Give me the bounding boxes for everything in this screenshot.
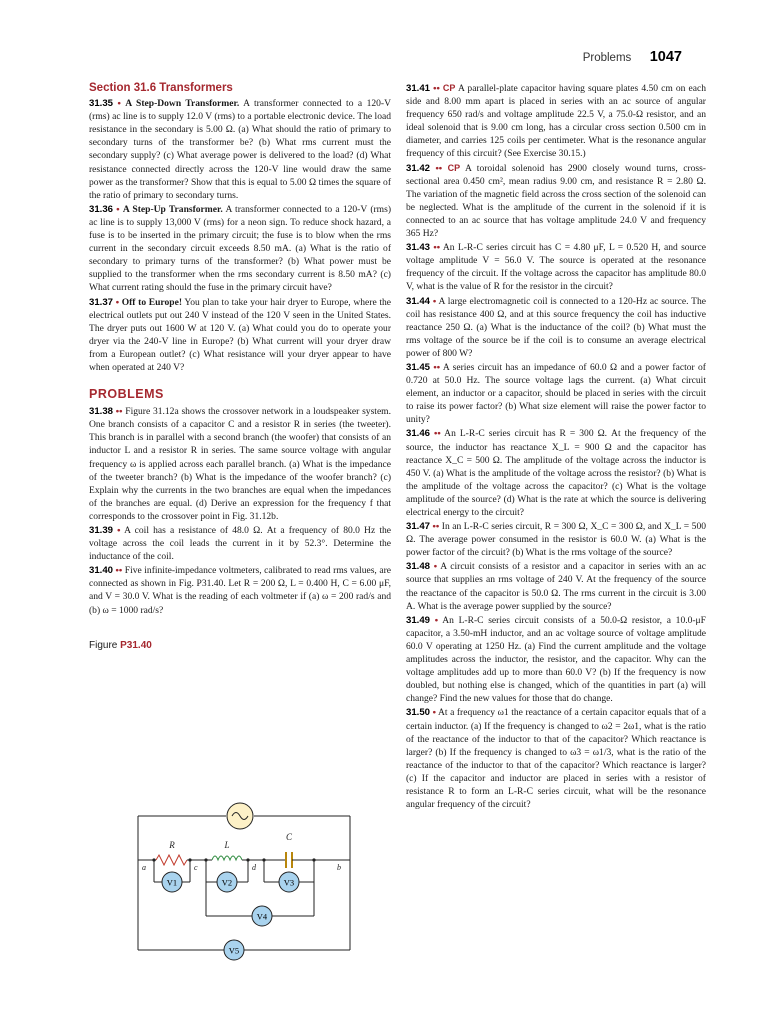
section-heading: Section 31.6 Transformers	[89, 82, 233, 94]
svg-text:V2: V2	[221, 877, 233, 888]
problem-31-47	[406, 520, 706, 559]
svg-text:V4: V4	[256, 911, 268, 922]
label-l: L	[224, 840, 230, 850]
problem-31-49	[406, 614, 706, 706]
label-c: C	[285, 832, 293, 842]
problem-list-general	[89, 405, 391, 617]
difficulty-dots: ••	[434, 428, 441, 440]
problem-text: You plan to take your hair dryer to Europe, where the electrical outlets put out 240 V instead of the 120 V seen in the United States. The dryer puts out 1600 W at 120 V. (a) What could you do to operate your dryer via the 240-V line in Europe? (b) What current will your dryer draw from a European outlet? (c) What resistance will your dryer appear to have when operated at 240 V?	[89, 296, 391, 373]
difficulty-dots: •	[432, 707, 436, 719]
svg-text:V5: V5	[228, 945, 240, 956]
problem-number: 31.40	[89, 565, 114, 577]
problem-text: An L-R-C series circuit consists of a 50.0-Ω resistor, a 10.0-μF capacitor, a 3.50-mH inductor, and an ac voltage source of voltage amplitude 60.0 V operating at 1250 Hz. (a) Find the current amplitude and the voltage amplitudes across the inductor, the resistor, and the capacitor. Why can the voltage amplitudes add up to more than 60.0 V? (b) If the frequency is now doubled, but nothing else is changed, which of the quantities in part (a) will change? Find the new values for those that do change.	[406, 614, 706, 705]
problem-text: An L-R-C series circuit has R = 300 Ω. At the frequency of the source, the inductor has reactance X_L = 900 Ω and the capacitor has reactance X_C = 500 Ω. The amplitude of the voltage across the inductor is 450 V. (a) What is the amplitude of the voltage across the resistor? (b) What is the amplitude of the voltage across the capacitor? (c) What is the voltage amplitude of the source? (d) What is the rate at which the source is delivering electrical energy to the circuit?	[406, 428, 706, 518]
difficulty-dots: •	[434, 614, 439, 626]
label-a: a	[142, 863, 146, 872]
difficulty-dots: ••	[433, 361, 441, 373]
right-column	[406, 82, 706, 812]
voltmeter-v5	[224, 940, 244, 960]
problem-list-transformers	[89, 97, 391, 374]
problem-text: A toroidal solenoid has 2900 closely wound turns, cross-sectional area 0.450 cm², mean radius 9.00 cm, and resistance R = 2.80 Ω. The variation of the magnetic field across the cross section of the solenoid can be neglected. What is the amplitude of the current in the solenoid if it is connected to an ac source that has voltage amplitude 24.0 V and frequency 365 Hz?	[406, 162, 706, 240]
difficulty-dots: ••	[433, 83, 440, 94]
figure-caption	[89, 639, 391, 652]
circuit-diagram	[124, 790, 364, 970]
problem-text: A large electromagnetic coil is connected to a 120-Hz ac source. The coil has resistance 400 Ω, and at this source frequency the coil has inductive reactance 250 Ω. (a) What is the inductance of the coil? (b) What must the rms voltage of the source be if the coil is to consume an average electrical power of 800 W?	[406, 295, 707, 359]
difficulty-dots: ••	[115, 565, 123, 577]
cp-tag: CP	[442, 83, 456, 93]
problem-number: 31.46	[406, 428, 431, 440]
problem-number: 31.38	[89, 406, 114, 418]
problem-31-37	[89, 296, 391, 375]
difficulty-dots: ••	[115, 406, 123, 418]
svg-text:V1: V1	[166, 877, 178, 888]
problem-31-45	[406, 361, 706, 426]
problem-number: 31.35	[89, 98, 114, 110]
problem-number: 31.45	[406, 361, 431, 373]
difficulty-dots: •	[115, 296, 120, 308]
difficulty-dots: •	[116, 203, 120, 215]
problem-number: 31.43	[406, 242, 431, 254]
problem-31-44	[406, 295, 706, 360]
problem-number: 31.44	[406, 295, 431, 307]
difficulty-dots: •	[117, 98, 121, 110]
problem-number: 31.36	[89, 203, 114, 215]
problem-title: A Step-Down Transformer.	[125, 98, 240, 110]
problem-31-43	[406, 241, 706, 293]
problem-text: A transformer connected to a 120-V (rms) ac line is to supply 13,000 V (rms) for a neon sign. To reduce shock hazard, a fuse is to be inserted in the primary circuit; the fuse is to blow when the rms current in the secondary circuit exceeds 8.50 mA. (a) What is the ratio of secondary to primary turns of the transformer? (b) What power must be supplied to the transformer when the rms secondary current is 8.50 mA? (c) What current rating should the fuse in the primary circuit have?	[89, 203, 391, 294]
voltmeter-v2	[217, 872, 237, 892]
problem-text: A coil has a resistance of 48.0 Ω. At a frequency of 80.0 Hz the voltage across the coil leads the current in it by 52.3°. Determine the inductance of the coil.	[89, 525, 391, 563]
problem-31-46	[406, 427, 706, 519]
problem-title: A Step-Up Transformer.	[122, 203, 223, 215]
svg-text:V3: V3	[283, 877, 295, 888]
problem-text: A transformer connected to a 120-V (rms) ac line is to supply 12.0 V (rms) to a portable electronic device. The load resistance in the secondary is 5.00 Ω. (a) What should the ratio of primary to secondary turns of the transformer be? (b) What rms current must the secondary supply? (c) What average power is delivered to the load? (d) What resistance connected directly across the 120-V line would draw the same power as the transformer? Show that this is equal to 5.00 Ω times the square of the ratio of primary to secondary turns.	[89, 98, 391, 201]
label-b: b	[337, 863, 341, 872]
problem-31-41	[406, 82, 706, 161]
problems-heading: PROBLEMS	[89, 387, 164, 402]
problem-31-35	[89, 97, 391, 202]
problem-31-40	[89, 564, 391, 616]
difficulty-dots: •	[117, 525, 121, 536]
problem-number: 31.48	[406, 561, 431, 573]
problem-list-right	[406, 82, 706, 811]
problem-number: 31.42	[406, 162, 431, 174]
problem-31-50	[406, 706, 706, 811]
problem-title: Off to Europe!	[121, 296, 182, 308]
problem-text: A series circuit has an impedance of 60.0 Ω and a power factor of 0.720 at 50.0 Hz. The source voltage lags the current. (a) What circuit element, an inductor or a capacitor, should be placed in series with the circuit to raise its power factor? (b) What size element will raise the power factor to unity?	[406, 361, 706, 426]
problem-text: An L-R-C series circuit has C = 4.80 μF, L = 0.520 H, and source voltage amplitude V = 56.0 V. The source is operated at the resonance frequency of the circuit. If the voltage across the capacitor has amplitude 80.0 V, what is the value of R for the resistor in the circuit?	[406, 242, 707, 293]
running-header	[583, 48, 682, 66]
problem-number: 31.37	[89, 296, 114, 308]
difficulty-dots: •	[432, 295, 437, 307]
page-number: 1047	[649, 49, 682, 65]
problem-31-48	[406, 560, 706, 612]
figure-caption-prefix: Figure	[89, 639, 118, 651]
voltmeter-v3	[279, 872, 299, 892]
difficulty-dots: ••	[435, 162, 443, 174]
voltmeter-v4	[252, 906, 272, 926]
left-column	[89, 82, 391, 652]
problem-number: 31.49	[406, 614, 431, 626]
problem-text: A circuit consists of a resistor and a capacitor in series with an ac source that supplies an rms voltage of 240 V. At the frequency of the source the reactance of the capacitor is 50.0 Ω. The rms current in the circuit is 3.00 A. What is the average power supplied by the source?	[406, 561, 706, 612]
problem-number: 31.39	[89, 525, 114, 536]
problem-31-39	[89, 524, 391, 563]
problem-31-38	[89, 405, 391, 523]
difficulty-dots: •	[433, 561, 438, 573]
problem-31-42	[406, 162, 706, 241]
cp-tag: CP	[447, 162, 461, 173]
problem-31-36	[89, 203, 391, 295]
difficulty-dots: ••	[432, 521, 440, 533]
problem-text: A parallel-plate capacitor having square plates 4.50 cm on each side and 8.00 mm apart is placed in series with an ac source of angular frequency 650 rad/s and voltage amplitude 22.5 V, a 75.0-Ω resistor, and an ideal solenoid that is 9.00 cm long, has a circular cross section 0.500 cm in diameter, and carries 125 coils per centimeter. What is the resonance angular frequency of this circuit? (See Exercise 30.15.)	[406, 83, 706, 160]
label-d: d	[252, 863, 256, 872]
problem-text: Five infinite-impedance voltmeters, calibrated to read rms values, are connected as shown in Fig. P31.40. Let R = 200 Ω, L = 0.400 H, C = 6.00 μF, and V = 30.0 V. What is the reading of each voltmeter if (a) ω = 200 rad/s and (b) ω = 1000 rad/s?	[89, 565, 391, 616]
problem-text: At a frequency ω1 the reactance of a certain capacitor equals that of a certain inductor. (a) If the frequency is changed to ω2 = 2ω1, what is the ratio of the reactance of the inductor to that of the capacitor? Which reactance is larger? (b) If the frequency is changed to ω3 = ω1/3, what is the ratio of the reactance of the inductor to that of the capacitor? Which reactance is larger? (c) If the capacitor and inductor are placed in series with a resistor of resistance R to form an L-R-C series circuit, what will be the resonance angular frequency of the circuit?	[406, 707, 706, 811]
label-r: R	[169, 840, 175, 850]
figure-caption-number: P31.40	[120, 639, 152, 651]
problem-text: Figure 31.12a shows the crossover network in a loudspeaker system. One branch consists of a capacitor C and a resistor R in series (the tweeter). This branch is in parallel with a second branch (the woofer) that consists of an inductor L and a resistor R in series. The same source voltage with angular frequency ω is applied across each parallel branch. (a) What is the impedance of the tweeter branch? (b) What is the impedance of the woofer branch? (c) Explain why the currents in the two branches are equal when the impedances of the branches are equal. (d) Derive an expression for the frequency f that corresponds to the crossover point in Fig. 31.12b.	[89, 406, 391, 522]
problem-number: 31.41	[406, 83, 431, 94]
voltmeter-v1	[162, 872, 182, 892]
header-section-label: Problems	[582, 52, 632, 64]
problem-number: 31.50	[406, 707, 431, 719]
difficulty-dots: ••	[433, 242, 441, 254]
problem-text: In an L-R-C series circuit, R = 300 Ω, X_C = 300 Ω, and X_L = 500 Ω. The average power consumed in the resistor is 60.0 W. (a) What is the power factor of the circuit? (b) What is the rms voltage of the source?	[406, 521, 706, 559]
label-c-node: c	[194, 863, 198, 872]
problem-number: 31.47	[406, 521, 431, 533]
